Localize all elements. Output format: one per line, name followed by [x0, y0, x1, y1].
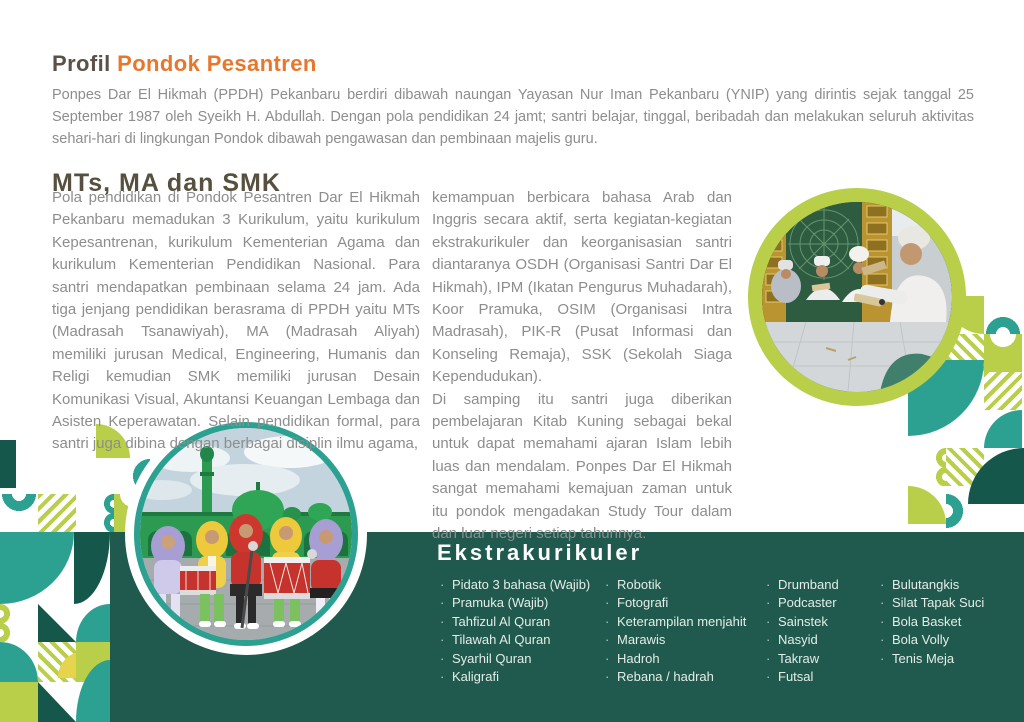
- decor-tile: [946, 492, 984, 530]
- ekstrakurikuler-list-4: [880, 576, 984, 668]
- bullet-dot-icon: ·: [880, 650, 885, 666]
- bullet-dot-icon: ·: [605, 577, 610, 592]
- bullet-dot-icon: ·: [766, 577, 771, 592]
- drumband-photo-art: [140, 428, 352, 640]
- decor-tile: [38, 604, 76, 642]
- bullet-dot-icon: ·: [766, 632, 771, 648]
- list-item-label: Tahfizul Al Quran: [452, 613, 551, 629]
- list-item: [440, 594, 590, 612]
- bullet-dot-icon: ·: [766, 613, 771, 629]
- decor-tile: [0, 494, 38, 532]
- list-item: [766, 594, 839, 612]
- list-item-label: Pramuka (Wajib): [452, 595, 549, 611]
- section-column-right-p1: kemampuan berbicara bahasa Arab dan Inggris secara aktif, serta kegiatan-kegiatan ekstrakurikuler dan keorganisasian santri diantaranya OSDH (Organisasi Santri Dar El Hikmah), IPM (Ikatan Pengurus Muhadarah), Koor Pramuka, OSIM (Organisasi Intra Madrasah), PIK-R (Pusat Informasi dan Konseling Remaja), SSK (Sekolah Siaga Kependudukan).: [432, 189, 732, 386]
- section-column-left: [52, 187, 420, 456]
- list-item: [766, 613, 839, 631]
- list-item-label: Tilawah Al Quran: [452, 632, 551, 648]
- list-item: [440, 650, 590, 668]
- list-item: [440, 576, 590, 594]
- bullet-dot-icon: ·: [440, 650, 445, 666]
- decor-tile: [0, 532, 74, 604]
- ekstrakurikuler-list-2: [605, 576, 746, 686]
- list-item: [880, 650, 984, 668]
- decor-tile: [984, 334, 1022, 372]
- decor-tile: [76, 604, 110, 642]
- decor-tile: [0, 604, 38, 642]
- section-column-right-p2: Di samping itu santri juga diberikan pembelajaran Kitab Kuning sebagai bekal untuk dapat memahami ajaran Islam lebih luas dan mendalam. Ponpes Dar El Hikmah sangat memahami kemajuan zaman untuk itu pondok mengadakan Study Tour dalam dan luar negeri setiap tahunnya.: [432, 390, 732, 543]
- section-column-right: [432, 187, 732, 546]
- list-item: [605, 594, 746, 612]
- list-item: [766, 631, 839, 649]
- bullet-dot-icon: ·: [605, 650, 610, 666]
- bullet-dot-icon: ·: [766, 650, 771, 666]
- bullet-dot-icon: ·: [766, 595, 771, 611]
- list-item: [880, 631, 984, 649]
- decor-tile: [0, 642, 38, 682]
- list-item-label: Syarhil Quran: [452, 650, 532, 666]
- bullet-dot-icon: ·: [440, 669, 445, 685]
- decor-tile: [38, 682, 76, 722]
- list-item-label: Keterampilan menjahit: [617, 613, 747, 629]
- list-item: [605, 650, 746, 668]
- bullet-dot-icon: ·: [440, 632, 445, 648]
- bullet-dot-icon: ·: [440, 577, 445, 592]
- list-item-label: Rebana / hadrah: [617, 669, 714, 685]
- list-item-label: Marawis: [617, 632, 666, 648]
- bullet-dot-icon: ·: [605, 595, 610, 611]
- ekstrakurikuler-list-3: [766, 576, 839, 686]
- bullet-dot-icon: ·: [605, 669, 610, 685]
- list-item: [605, 576, 746, 594]
- decor-tile: [984, 296, 1022, 334]
- bullet-dot-icon: ·: [880, 613, 885, 629]
- bullet-dot-icon: ·: [766, 669, 771, 685]
- list-item-label: Bola Basket: [892, 613, 962, 629]
- decor-tile: [984, 410, 1022, 448]
- list-item-label: Nasyid: [778, 632, 818, 648]
- decor-tile: [38, 494, 76, 532]
- bullet-dot-icon: ·: [440, 595, 445, 611]
- decor-tile: [984, 372, 1022, 410]
- list-item-label: Pidato 3 bahasa (Wajib): [452, 577, 591, 592]
- list-item-label: Bola Volly: [892, 632, 950, 648]
- page-title: [52, 51, 317, 77]
- list-item-label: Futsal: [778, 669, 814, 685]
- list-item: [880, 613, 984, 631]
- list-item: [440, 668, 590, 686]
- page-title-highlight: Pondok Pesantren: [117, 50, 317, 76]
- list-item: [440, 631, 590, 649]
- list-item-label: Drumband: [778, 577, 839, 592]
- bullet-dot-icon: ·: [880, 632, 885, 648]
- bullet-dot-icon: ·: [880, 595, 885, 611]
- decor-tile: [74, 532, 110, 604]
- list-item: [440, 613, 590, 631]
- kitab-photo-art: [762, 202, 952, 392]
- page-title-prefix: Profil: [52, 50, 111, 76]
- list-item: [880, 594, 984, 612]
- list-item-label: Silat Tapak Suci: [892, 595, 985, 611]
- decor-tile: [0, 682, 38, 722]
- decor-tile: [908, 486, 946, 524]
- list-item: [766, 668, 839, 686]
- decor-tile: [0, 440, 16, 488]
- list-item: [766, 576, 839, 594]
- kitab-photo: [748, 188, 966, 406]
- list-item-label: Sainstek: [778, 613, 828, 629]
- list-item-label: Fotografi: [617, 595, 669, 611]
- bullet-dot-icon: ·: [605, 632, 610, 648]
- ekstrakurikuler-list-1: [440, 576, 590, 686]
- list-item: [880, 576, 984, 594]
- ekstrakurikuler-heading: Ekstrakurikuler: [437, 540, 643, 565]
- decor-tile: [76, 494, 114, 532]
- list-item-label: Podcaster: [778, 595, 837, 611]
- bullet-dot-icon: ·: [440, 613, 445, 629]
- decor-tile: [908, 448, 946, 486]
- section-column-left-text: Pola pendidikan di Pondok Pesantren Dar El Hikmah Pekanbaru memadukan 3 Kurikulum, yaitu kurikulum Kepesantrenan, kurikulum Kementerian Agama dan kurikulum Kementerian Pendidikan Nasional. Para santri mendapatkan pembinaan selama 24 jam. Ada tiga jenjang pendidikan berasrama di PPDH yaitu MTs (Madrasah Tsanawiyah), MA (Madrasah Aliyah) memiliki jurusan Medical, Engineering, Humanis dan Religi kemudian SMK memiliki jurusan Desain Komunikasi Visual, Akuntansi Keuangan Lembaga dan Asisten Keperawatan. Selain pendidikan formal, para santri juga dibina dengan berbagai disiplin ilmu agama,: [52, 189, 420, 453]
- list-item-label: Takraw: [778, 650, 820, 666]
- list-item-label: Kaligrafi: [452, 669, 499, 685]
- list-item: [605, 613, 746, 631]
- section-heading: MTs, MA dan SMK: [52, 168, 281, 197]
- list-item-label: Robotik: [617, 577, 662, 592]
- list-item-label: Tenis Meja: [892, 650, 955, 666]
- list-item: [605, 631, 746, 649]
- bullet-dot-icon: ·: [605, 613, 610, 629]
- intro-paragraph: Ponpes Dar El Hikmah (PPDH) Pekanbaru berdiri dibawah naungan Yayasan Nur Iman Pekanbaru (YNIP) yang dirintis sejak tanggal 25 September 1987 oleh Syeikh H. Abdullah. Dengan pola pendidikan 24 jamt; santri belajar, tinggal, beribadah dan melakukan seluruh aktivitas sehari-hari di lingkungan Pondok dibawah pengawasan dan pembinaan majelis guru.: [52, 86, 974, 147]
- list-item: [766, 650, 839, 668]
- list-item-label: Hadroh: [617, 650, 660, 666]
- list-item-label: Bulutangkis: [892, 577, 960, 592]
- list-item: [605, 668, 746, 686]
- bullet-dot-icon: ·: [880, 577, 885, 592]
